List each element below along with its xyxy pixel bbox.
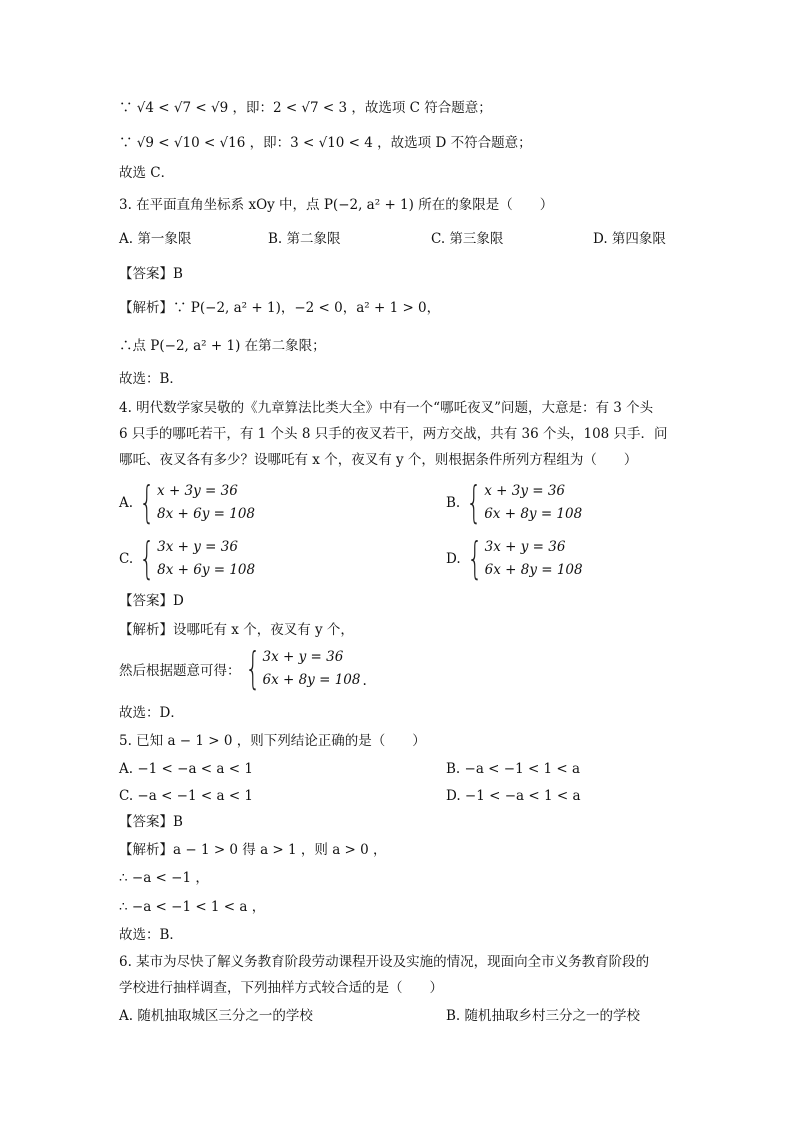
q5-selection: 故选：B．	[119, 927, 183, 943]
question-6-line-1: 6. 某市为尽快了解义务教育阶段劳动课程开设及实施的情况，现面向全市义务教育阶段的	[119, 954, 650, 970]
q5-option-c: C. −a < −1 < a < 1	[119, 788, 254, 804]
brace-icon: {	[139, 477, 155, 528]
q4-analysis-1: 【解析】设哪吒有 x 个，夜叉有 y 个，	[119, 622, 354, 638]
q5-option-b: B. −a < −1 < 1 < a	[446, 761, 581, 777]
q3-option-b: B. 第二象限	[268, 231, 341, 247]
text-line: ∵ √9 < √10 < √16 ，即：3 < √10 < 4 ，故选项 D 不符合题意；	[119, 135, 532, 151]
brace-icon: {	[139, 533, 155, 584]
q5-analysis-3: ∴ −a < −1 < 1 < a ，	[119, 899, 266, 915]
q5-option-d: D. −1 < −a < 1 < a	[446, 788, 581, 804]
q4-selection: 故选：D．	[119, 705, 184, 721]
q3-answer: 【答案】B	[119, 266, 183, 282]
equation: 8x + 6y = 108	[157, 506, 256, 522]
analysis-prefix: 然后根据题意可得：	[119, 663, 241, 679]
q3-selection: 故选：B．	[119, 371, 183, 387]
option-label: D.	[446, 551, 461, 567]
q6-option-b: B. 随机抽取乡村三分之一的学校	[446, 1008, 641, 1024]
q3-option-c: C. 第三象限	[431, 231, 504, 247]
period: .	[362, 673, 367, 689]
option-label: A.	[119, 495, 134, 511]
equation: 3x + y = 36	[262, 649, 344, 665]
q4-option-b	[446, 477, 583, 528]
q4-option-c	[119, 533, 256, 584]
option-label: B.	[446, 495, 461, 511]
q5-option-a: A. −1 < −a < a < 1	[119, 761, 253, 777]
q6-option-a: A. 随机抽取城区三分之一的学校	[119, 1008, 313, 1024]
equation: x + 3y = 36	[484, 483, 566, 499]
question-5: 5. 已知 a − 1 > 0 ，则下列结论正确的是（ ）	[119, 733, 426, 749]
question-3: 3. 在平面直角坐标系 xOy 中，点 P(−2, a² + 1) 所在的象限是（ ）	[119, 197, 554, 213]
equation: 3x + y = 36	[484, 539, 566, 555]
equation: 8x + 6y = 108	[157, 562, 256, 578]
question-4-line-2: 6 只手的哪吒若干，有 1 个头 8 只手的夜叉若干，两方交战，共有 36 个头，108 只手．问	[119, 426, 668, 442]
q5-analysis-1: 【解析】a − 1 > 0 得 a > 1 ，则 a > 0 ，	[119, 842, 387, 858]
brace-icon: {	[244, 643, 261, 694]
equation: 6x + 8y = 108	[484, 506, 583, 522]
equation: 6x + 8y = 108	[484, 562, 583, 578]
equation: 3x + y = 36	[157, 539, 238, 555]
q4-option-d	[446, 533, 583, 584]
q3-option-a: A. 第一象限	[119, 231, 192, 247]
q5-analysis-2: ∴ −a < −1 ，	[119, 870, 209, 886]
text-line: ∵ √4 < √7 < √9 ，即：2 < √7 < 3 ，故选项 C 符合题意；	[119, 100, 492, 116]
question-4-line-3: 哪吒、夜叉各有多少？设哪吒有 x 个，夜叉有 y 个，则根据条件所列方程组为（ ）	[119, 452, 638, 468]
q3-analysis-2: ∴点 P(−2, a² + 1) 在第二象限；	[119, 338, 326, 354]
equation: 6x + 8y = 108	[262, 672, 361, 688]
brace-icon: {	[466, 477, 482, 528]
q3-option-d: D. 第四象限	[593, 231, 666, 247]
question-6-line-2: 学校进行抽样调查，下列抽样方式较合适的是（ ）	[119, 980, 443, 996]
question-4-line-1: 4. 明代数学家吴敬的《九章算法比类大全》中有一个“哪吒夜叉”问题，大意是：有 3 个头	[119, 400, 654, 416]
q4-option-a	[119, 477, 256, 528]
brace-icon: {	[466, 533, 483, 584]
equation: x + 3y = 36	[157, 483, 238, 499]
option-label: C.	[119, 551, 134, 567]
q5-answer: 【答案】B	[119, 814, 183, 830]
q4-analysis-2	[119, 643, 367, 694]
q4-answer: 【答案】D	[119, 593, 184, 609]
q3-analysis-1: 【解析】∵ P(−2, a² + 1)，−2 < 0，a² + 1 > 0，	[119, 300, 441, 316]
text-line: 故选 C．	[119, 165, 175, 181]
